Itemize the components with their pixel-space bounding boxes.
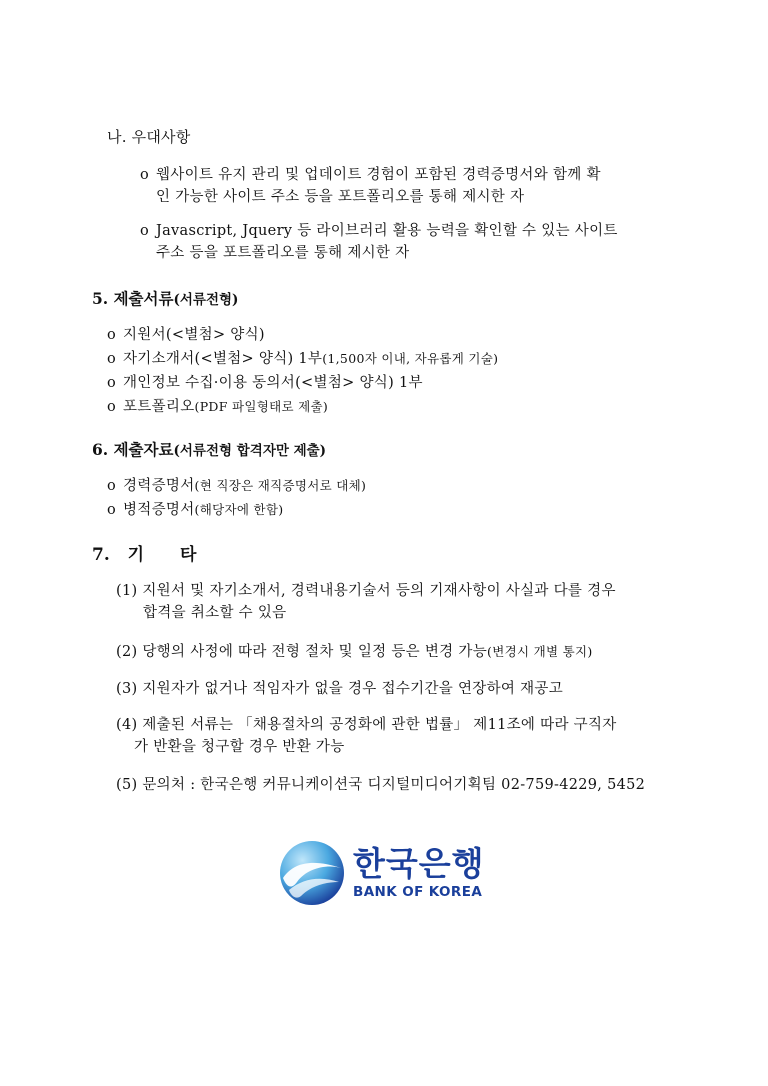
section7-item-2 [116,641,676,663]
item-number: (5) [116,777,138,793]
line: 주소 등을 포트폴리오를 통해 제시한 자 [156,245,410,261]
section6-title: 6. 제출자료 [92,440,174,459]
item-number: (3) [116,681,138,697]
section7-char-2: 타 [180,545,197,565]
bullet: o [140,223,150,239]
preferred-heading: 나. 우대사항 [107,128,191,146]
section5-heading [92,287,238,309]
section6-item-2 [107,499,687,521]
section7-item-3 [116,678,676,700]
section5-note: (서류전형) [173,292,239,308]
line: 제출된 서류는 「채용절차의 공정화에 관한 법률」 제11조에 따라 구직자 [142,717,617,733]
line: 당행의 사정에 따라 전형 절차 및 일정 등은 변경 가능 [142,644,488,660]
line: Javascript, Jquery 등 라이브러리 활용 능력을 확인할 수 있는 사이트 [156,223,618,239]
section7-item-4 [116,714,676,758]
bullet: o [107,478,117,494]
item-note: (해당자에 한함) [194,502,284,517]
line: 인 가능한 사이트 주소 등을 포트폴리오를 통해 제시한 자 [156,189,525,205]
section7-heading [92,540,196,565]
logo-name-en: BANK OF KOREA [353,884,483,900]
bullet: o [107,502,117,518]
section7-item-1 [116,580,676,624]
section6-note: (서류전형 합격자만 제출) [173,443,327,459]
section7-char-1: 기 [127,545,145,565]
line: 합격을 취소할 수 있음 [143,605,287,621]
item-main: 자기소개서(<별첨> 양식) 1부 [123,351,323,367]
line: 웹사이트 유지 관리 및 업데이트 경험이 포함된 경력증명서와 함께 확 [156,167,601,183]
section5-item-3 [107,372,687,394]
section7-item-5 [116,774,676,796]
item-note: (변경시 개별 통지) [487,644,593,659]
item-note: (1,500자 이내, 자유롭게 기술) [322,351,499,366]
bullet: o [107,351,117,367]
item-main: 지원서(<별첨> 양식) [123,327,265,343]
item-main: 개인정보 수집·이용 동의서(<별첨> 양식) 1부 [123,375,423,391]
item-main: 병적증명서 [123,502,195,518]
bullet: o [140,167,150,183]
item-main: 경력증명서 [123,478,195,494]
bank-of-korea-logo [277,838,497,906]
section6-item-1 [107,475,687,497]
item-number: (4) [116,717,138,733]
item-number: (2) [116,644,138,660]
bullet: o [107,327,117,343]
bullet: o [107,375,117,391]
line: 가 반환을 청구할 경우 반환 가능 [134,739,345,755]
item-note: (PDF 파일형태로 제출) [194,399,329,414]
logo-name-ko: 한국은행 [353,844,485,883]
section5-item-4 [107,396,687,418]
item-number: (1) [116,583,138,599]
item-main: 포트폴리오 [123,399,195,415]
line: 문의처 : 한국은행 커뮤니케이션국 디지털미디어기획팀 02-759-4229, 5452 [142,777,646,793]
preferred-item-1 [140,164,680,208]
line: 지원서 및 자기소개서, 경력내용기술서 등의 기재사항이 사실과 다를 경우 [142,583,616,599]
item-note: (현 직장은 재직증명서로 대체) [194,478,367,493]
section5-item-2 [107,348,687,370]
bullet: o [107,399,117,415]
bank-emblem-icon [277,838,347,908]
line: 지원자가 없거나 적임자가 없을 경우 접수기간을 연장하여 재공고 [142,681,564,697]
section6-heading [92,438,326,460]
section5-title: 5. 제출서류 [92,289,174,308]
section7-number: 7. [92,545,110,565]
section5-item-1 [107,324,687,346]
preferred-item-2 [140,220,680,264]
